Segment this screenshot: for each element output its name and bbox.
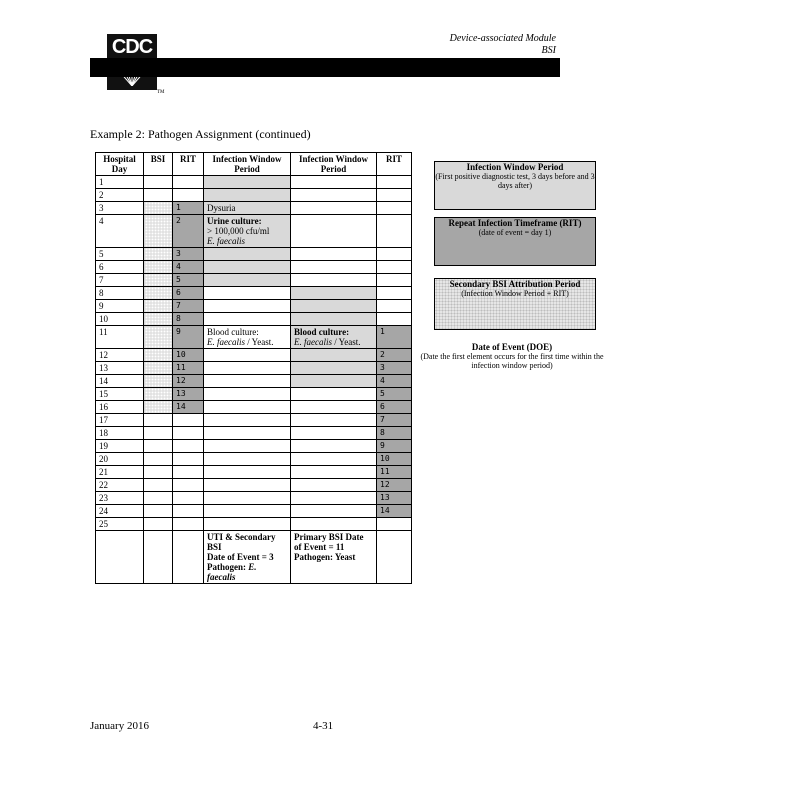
rit2-cell: 3 xyxy=(377,362,412,375)
iwp-cell xyxy=(204,440,291,453)
legend-desc: (First positive diagnostic test, 3 days before and 3 days after) xyxy=(435,172,595,190)
iwp2-italic: E. faecalis xyxy=(294,337,332,347)
iwp2-cell xyxy=(291,440,377,453)
summary-row xyxy=(96,531,412,584)
bsi-cell xyxy=(144,202,173,215)
iwp-text: Blood culture: xyxy=(207,327,259,337)
day-cell: 17 xyxy=(96,414,144,427)
rit2-cell: 2 xyxy=(377,349,412,362)
day-cell: 16 xyxy=(96,401,144,414)
rit-cell xyxy=(173,189,204,202)
rit-cell: 6 xyxy=(173,287,204,300)
module-line-1: Device-associated Module xyxy=(449,33,556,44)
legend-date-of-event xyxy=(420,342,604,370)
col-header: Infection Window Period xyxy=(291,153,377,176)
summary-left-line: Pathogen: xyxy=(207,562,246,572)
iwp2-bold: Blood culture: xyxy=(294,327,350,337)
table-row xyxy=(96,300,412,313)
table-row xyxy=(96,466,412,479)
day-cell: 9 xyxy=(96,300,144,313)
rit2-cell xyxy=(377,287,412,300)
rit2-cell xyxy=(377,261,412,274)
rit-cell xyxy=(173,427,204,440)
table-row xyxy=(96,261,412,274)
rit-cell: 1 xyxy=(173,202,204,215)
day-cell: 4 xyxy=(96,215,144,248)
iwp2-cell xyxy=(291,176,377,189)
table-row xyxy=(96,453,412,466)
table-row xyxy=(96,215,412,248)
bsi-cell xyxy=(144,414,173,427)
table-row xyxy=(96,313,412,326)
iwp-cell xyxy=(204,427,291,440)
rit2-cell: 8 xyxy=(377,427,412,440)
iwp-cell: Dysuria xyxy=(204,202,291,215)
logo-trademark: TM xyxy=(157,90,165,95)
iwp2-cell xyxy=(291,274,377,287)
summary-cell xyxy=(144,531,173,584)
day-cell: 25 xyxy=(96,518,144,531)
bsi-cell xyxy=(144,453,173,466)
day-cell: 18 xyxy=(96,427,144,440)
table-row xyxy=(96,440,412,453)
iwp2-cell xyxy=(291,388,377,401)
summary-cell xyxy=(96,531,144,584)
rit2-cell xyxy=(377,189,412,202)
bsi-cell xyxy=(144,505,173,518)
day-cell: 3 xyxy=(96,202,144,215)
day-cell: 14 xyxy=(96,375,144,388)
iwp2-cell xyxy=(291,287,377,300)
rit2-cell xyxy=(377,313,412,326)
iwp-cell xyxy=(204,176,291,189)
iwp2-cell xyxy=(291,401,377,414)
col-header: Infection Window Period xyxy=(204,153,291,176)
rit2-cell xyxy=(377,274,412,287)
table-row xyxy=(96,189,412,202)
page-title: Example 2: Pathogen Assignment (continued) xyxy=(90,127,311,141)
table-row xyxy=(96,505,412,518)
day-cell: 5 xyxy=(96,248,144,261)
table-row xyxy=(96,414,412,427)
summary-left xyxy=(204,531,291,584)
table-row xyxy=(96,479,412,492)
day-cell: 2 xyxy=(96,189,144,202)
iwp2-cell xyxy=(291,189,377,202)
col-header: Hospital Day xyxy=(96,153,144,176)
rit-cell xyxy=(173,492,204,505)
rit-cell xyxy=(173,453,204,466)
day-cell: 1 xyxy=(96,176,144,189)
rit2-cell: 9 xyxy=(377,440,412,453)
rit-cell xyxy=(173,479,204,492)
rit-cell xyxy=(173,505,204,518)
summary-cell xyxy=(377,531,412,584)
iwp2-cell xyxy=(291,505,377,518)
bsi-cell xyxy=(144,300,173,313)
iwp-cell xyxy=(204,375,291,388)
table-row xyxy=(96,248,412,261)
table-row xyxy=(96,375,412,388)
bsi-cell xyxy=(144,440,173,453)
rit-cell: 9 xyxy=(173,326,204,349)
rit-cell xyxy=(173,440,204,453)
iwp-cell xyxy=(204,300,291,313)
summary-cell xyxy=(173,531,204,584)
legend-secondary-bsi xyxy=(434,278,596,330)
legend-rit xyxy=(434,217,596,266)
day-cell: 11 xyxy=(96,326,144,349)
iwp2-cell xyxy=(291,326,377,349)
rit2-cell: 1 xyxy=(377,326,412,349)
iwp-cell xyxy=(204,349,291,362)
bsi-cell xyxy=(144,215,173,248)
day-cell: 20 xyxy=(96,453,144,466)
iwp2-cell xyxy=(291,349,377,362)
rit-cell: 2 xyxy=(173,215,204,248)
iwp-cell xyxy=(204,189,291,202)
iwp2-cell xyxy=(291,479,377,492)
table-row xyxy=(96,176,412,189)
iwp-cell xyxy=(204,388,291,401)
rit2-cell xyxy=(377,176,412,189)
iwp2-cell xyxy=(291,313,377,326)
iwp-italic: E. faecalis xyxy=(207,236,245,246)
iwp-cell xyxy=(204,453,291,466)
iwp-cell xyxy=(204,248,291,261)
day-cell: 15 xyxy=(96,388,144,401)
iwp2-cell xyxy=(291,248,377,261)
iwp2-cell xyxy=(291,202,377,215)
rit-cell: 12 xyxy=(173,375,204,388)
iwp2-cell xyxy=(291,375,377,388)
rit2-cell xyxy=(377,248,412,261)
table-row xyxy=(96,287,412,300)
table-row xyxy=(96,362,412,375)
bsi-cell xyxy=(144,274,173,287)
rit-cell: 7 xyxy=(173,300,204,313)
iwp-cell xyxy=(204,479,291,492)
bsi-cell xyxy=(144,326,173,349)
iwp2-tail: / Yeast. xyxy=(332,337,361,347)
rit2-cell: 6 xyxy=(377,401,412,414)
legend-title: Secondary BSI Attribution Period xyxy=(449,279,581,289)
iwp-cell xyxy=(204,466,291,479)
iwp-tail: / Yeast. xyxy=(245,337,274,347)
bsi-cell xyxy=(144,349,173,362)
day-cell: 23 xyxy=(96,492,144,505)
iwp-cell xyxy=(204,261,291,274)
rit-cell xyxy=(173,518,204,531)
logo-text: CDC xyxy=(111,36,153,58)
iwp2-cell xyxy=(291,414,377,427)
day-cell: 12 xyxy=(96,349,144,362)
bsi-cell xyxy=(144,388,173,401)
iwp2-cell xyxy=(291,362,377,375)
rit-cell: 13 xyxy=(173,388,204,401)
day-cell: 21 xyxy=(96,466,144,479)
legend-title: Infection Window Period xyxy=(466,162,564,172)
table-row xyxy=(96,274,412,287)
iwp-cell xyxy=(204,505,291,518)
bsi-cell xyxy=(144,287,173,300)
day-cell: 6 xyxy=(96,261,144,274)
bsi-cell xyxy=(144,466,173,479)
rit-cell: 5 xyxy=(173,274,204,287)
rit2-cell: 12 xyxy=(377,479,412,492)
bsi-cell xyxy=(144,313,173,326)
iwp-cell xyxy=(204,215,291,248)
rit2-cell: 13 xyxy=(377,492,412,505)
table-row xyxy=(96,202,412,215)
bsi-cell xyxy=(144,479,173,492)
iwp2-cell xyxy=(291,261,377,274)
rit2-cell: 7 xyxy=(377,414,412,427)
table-header-row xyxy=(96,153,412,176)
summary-right-line: Primary BSI Date of Event = 11 xyxy=(294,532,364,552)
day-cell: 7 xyxy=(96,274,144,287)
bsi-cell xyxy=(144,401,173,414)
footer-date: January 2016 xyxy=(90,720,149,732)
iwp-cell xyxy=(204,414,291,427)
iwp-bold: Urine culture: xyxy=(207,216,262,226)
iwp-cell xyxy=(204,326,291,349)
day-cell: 10 xyxy=(96,313,144,326)
legend-infection-window xyxy=(434,161,596,210)
rit-cell: 14 xyxy=(173,401,204,414)
iwp2-cell xyxy=(291,492,377,505)
rit2-cell xyxy=(377,518,412,531)
rit2-cell xyxy=(377,215,412,248)
summary-left-line: Date of Event = 3 xyxy=(207,552,274,562)
summary-left-pathogen: E. faecalis xyxy=(207,562,257,582)
iwp-cell xyxy=(204,401,291,414)
summary-left-line: UTI & Secondary BSI xyxy=(207,532,276,552)
bsi-cell xyxy=(144,261,173,274)
day-cell: 22 xyxy=(96,479,144,492)
iwp-text: > 100,000 cfu/ml xyxy=(207,226,270,236)
rit2-cell xyxy=(377,202,412,215)
bsi-cell xyxy=(144,362,173,375)
table-row xyxy=(96,349,412,362)
col-header: BSI xyxy=(144,153,173,176)
table-row xyxy=(96,427,412,440)
module-line-2: BSI xyxy=(541,45,556,56)
iwp-cell xyxy=(204,362,291,375)
summary-right-line: Pathogen: Yeast xyxy=(294,552,356,562)
table-row xyxy=(96,401,412,414)
iwp-cell xyxy=(204,274,291,287)
iwp2-cell xyxy=(291,215,377,248)
rit-cell: 3 xyxy=(173,248,204,261)
iwp2-cell xyxy=(291,518,377,531)
header-bar xyxy=(90,58,560,77)
table-row xyxy=(96,326,412,349)
rit-cell: 8 xyxy=(173,313,204,326)
bsi-cell xyxy=(144,518,173,531)
rit-cell xyxy=(173,414,204,427)
rit2-cell xyxy=(377,300,412,313)
iwp2-cell xyxy=(291,427,377,440)
table-row xyxy=(96,388,412,401)
table-row xyxy=(96,492,412,505)
iwp-cell xyxy=(204,518,291,531)
pathogen-table xyxy=(95,152,412,584)
bsi-cell xyxy=(144,176,173,189)
module-header xyxy=(450,33,556,57)
legend-desc: (Date the first element occurs for the first time within the infection window period) xyxy=(420,352,604,370)
day-cell: 24 xyxy=(96,505,144,518)
iwp2-cell xyxy=(291,453,377,466)
legend-desc: (Infection Window Period + RIT) xyxy=(461,289,569,298)
rit-cell: 11 xyxy=(173,362,204,375)
rit-cell xyxy=(173,466,204,479)
iwp-cell xyxy=(204,287,291,300)
bsi-cell xyxy=(144,248,173,261)
iwp-italic: E. faecalis xyxy=(207,337,245,347)
legend-title: Repeat Infection Timeframe (RIT) xyxy=(448,218,582,228)
col-header: RIT xyxy=(377,153,412,176)
summary-right xyxy=(291,531,377,584)
legend-title: Date of Event (DOE) xyxy=(471,342,553,352)
rit-cell: 10 xyxy=(173,349,204,362)
iwp-cell xyxy=(204,313,291,326)
rit2-cell: 14 xyxy=(377,505,412,518)
footer-page: 4-31 xyxy=(313,720,334,732)
table-row xyxy=(96,518,412,531)
rit2-cell: 11 xyxy=(377,466,412,479)
day-cell: 8 xyxy=(96,287,144,300)
rit2-cell: 10 xyxy=(377,453,412,466)
col-header: RIT xyxy=(173,153,204,176)
iwp2-cell xyxy=(291,300,377,313)
rit-cell: 4 xyxy=(173,261,204,274)
bsi-cell xyxy=(144,189,173,202)
legend-desc: (date of event = day 1) xyxy=(478,228,552,237)
bsi-cell xyxy=(144,427,173,440)
rit2-cell: 4 xyxy=(377,375,412,388)
day-cell: 13 xyxy=(96,362,144,375)
iwp-cell xyxy=(204,492,291,505)
day-cell: 19 xyxy=(96,440,144,453)
rit-cell xyxy=(173,176,204,189)
bsi-cell xyxy=(144,492,173,505)
iwp2-cell xyxy=(291,466,377,479)
bsi-cell xyxy=(144,375,173,388)
rit2-cell: 5 xyxy=(377,388,412,401)
